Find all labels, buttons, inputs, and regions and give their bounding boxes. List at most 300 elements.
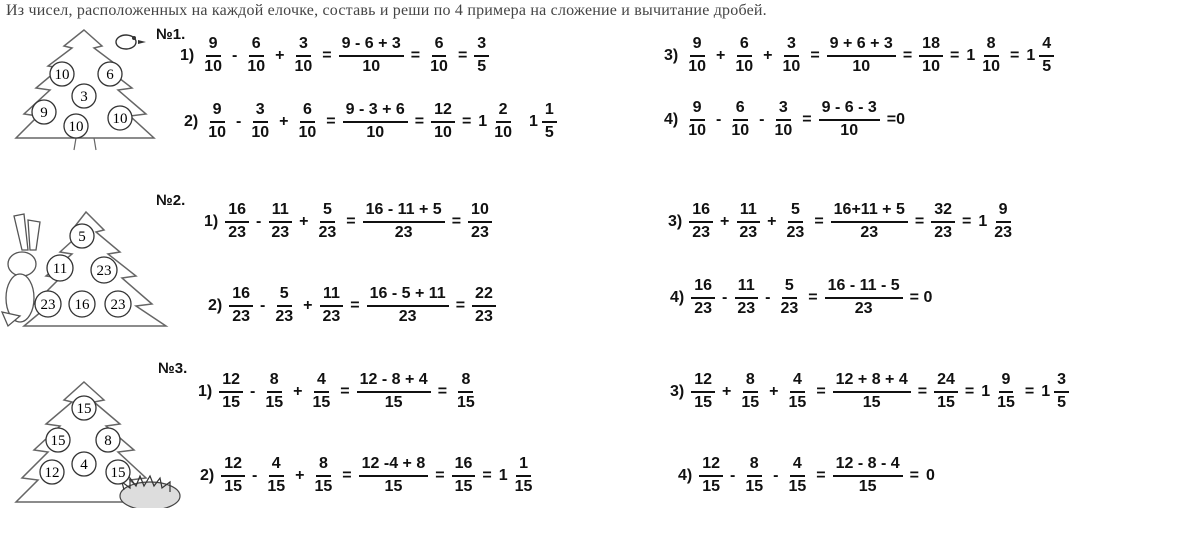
denominator: 23 xyxy=(394,223,413,241)
fraction xyxy=(468,202,492,242)
operator: + xyxy=(763,46,773,64)
numerator: 16 - 11 - 5 xyxy=(825,278,903,299)
fraction xyxy=(452,456,476,496)
denominator: 10 xyxy=(366,123,385,141)
fraction xyxy=(268,202,292,242)
tree-number: 15 xyxy=(110,465,126,481)
equation xyxy=(664,36,1061,76)
operator: = xyxy=(917,382,928,400)
fraction xyxy=(780,36,804,76)
numerator: 8 xyxy=(267,372,282,393)
denominator: 10 xyxy=(982,57,1001,75)
fraction xyxy=(833,372,911,412)
fraction xyxy=(343,102,408,142)
operator: = xyxy=(816,466,826,484)
denominator: 5 xyxy=(544,123,554,141)
tree-number: 10 xyxy=(68,119,84,135)
denominator: 10 xyxy=(774,121,793,139)
operator: - xyxy=(765,288,771,306)
denominator: 10 xyxy=(494,123,512,141)
fraction xyxy=(262,372,286,412)
tree-number: 6 xyxy=(106,67,114,83)
denominator: 10 xyxy=(251,123,270,141)
numerator: 8 xyxy=(458,372,473,393)
fraction xyxy=(472,286,496,326)
fraction xyxy=(296,102,320,142)
operator: - xyxy=(759,110,765,128)
denominator: 23 xyxy=(737,299,756,317)
denominator: 15 xyxy=(514,477,533,495)
fraction xyxy=(738,372,762,412)
fraction xyxy=(316,202,340,242)
equation-index: 3) xyxy=(664,46,679,64)
numerator: 12 xyxy=(699,456,723,477)
numerator: 12 xyxy=(221,456,245,477)
denominator: 23 xyxy=(471,223,489,241)
fraction xyxy=(742,456,766,496)
operator: + xyxy=(303,296,313,314)
numerator: 16 xyxy=(689,202,713,223)
operator: + xyxy=(279,112,289,130)
operator: = xyxy=(482,466,492,484)
fraction xyxy=(736,202,760,242)
fraction xyxy=(205,102,229,142)
numerator: 12 - 8 - 4 xyxy=(833,456,903,477)
denominator: 15 xyxy=(224,477,243,495)
fraction xyxy=(542,102,557,142)
denominator: 10 xyxy=(362,57,381,75)
numerator: 9 xyxy=(690,36,705,57)
operator: = xyxy=(435,466,445,484)
denominator: 15 xyxy=(741,393,760,411)
operator: = xyxy=(902,46,913,64)
denominator: 15 xyxy=(454,477,473,495)
whole-part: 1 xyxy=(978,212,988,230)
operator: = xyxy=(816,382,826,400)
fraction xyxy=(221,456,245,496)
denominator: 10 xyxy=(208,123,227,141)
fraction xyxy=(264,456,288,496)
numerator: 5 xyxy=(788,202,803,223)
numerator: 16 - 11 + 5 xyxy=(363,202,445,223)
denominator: 15 xyxy=(788,393,807,411)
denominator: 15 xyxy=(694,393,713,411)
tree-number: 9 xyxy=(40,105,48,121)
operator: = xyxy=(964,382,975,400)
fraction xyxy=(833,456,903,496)
denominator: 5 xyxy=(477,57,487,75)
fraction xyxy=(784,202,808,242)
operator: = xyxy=(808,288,818,306)
denominator: 15 xyxy=(384,393,403,411)
tree-number: 3 xyxy=(80,89,88,105)
operator: - xyxy=(730,466,736,484)
numerator: 12 + 8 + 4 xyxy=(833,372,911,393)
operator: = xyxy=(961,212,972,230)
numerator: 8 xyxy=(747,456,762,477)
operator: - xyxy=(722,288,728,306)
fraction xyxy=(831,202,908,242)
tree-illustration-1 xyxy=(14,26,160,152)
denominator: 15 xyxy=(457,393,475,411)
fraction xyxy=(777,278,801,318)
tree-number: 5 xyxy=(78,229,86,245)
whole-part: 1 xyxy=(966,46,976,64)
fraction xyxy=(919,36,943,76)
numerator: 18 xyxy=(919,36,943,57)
denominator: 23 xyxy=(271,223,290,241)
numerator: 5 xyxy=(782,278,797,299)
fraction xyxy=(691,372,715,412)
operator: + xyxy=(769,382,779,400)
tree-number: 11 xyxy=(52,261,68,277)
problem-label-2: №2. xyxy=(156,192,186,209)
bird-icon xyxy=(116,35,146,49)
operator: = xyxy=(410,46,421,64)
denominator: 23 xyxy=(994,223,1013,241)
numerator: 3 xyxy=(1054,372,1069,393)
operator: = xyxy=(457,46,468,64)
fraction xyxy=(491,102,515,142)
mixed-number xyxy=(1026,36,1054,76)
fraction xyxy=(225,202,249,242)
tree-number: 10 xyxy=(54,67,70,83)
fraction xyxy=(431,102,455,142)
operator: - xyxy=(252,466,258,484)
fraction xyxy=(339,36,404,76)
numerator: 4 xyxy=(1039,36,1054,57)
denominator: 23 xyxy=(786,223,805,241)
fraction xyxy=(991,202,1015,242)
equation xyxy=(180,36,496,76)
denominator: 15 xyxy=(858,477,877,495)
equation-index: 4) xyxy=(664,110,679,128)
equation-index: 2) xyxy=(208,296,223,314)
numerator: 12 xyxy=(219,372,243,393)
fraction xyxy=(201,36,225,76)
denominator: 15 xyxy=(862,393,881,411)
equation-index: 3) xyxy=(670,382,685,400)
fraction xyxy=(310,372,334,412)
denominator: 15 xyxy=(997,393,1015,411)
denominator: 15 xyxy=(788,477,807,495)
mixed-number xyxy=(966,36,1003,76)
numerator: 6 xyxy=(249,36,264,57)
numerator: 24 xyxy=(934,372,958,393)
fraction xyxy=(685,100,709,140)
denominator: 15 xyxy=(745,477,764,495)
tree-number: 23 xyxy=(110,297,126,313)
denominator: 15 xyxy=(265,393,284,411)
whole-part: 1 xyxy=(1041,382,1051,400)
operator: = xyxy=(914,212,925,230)
operator: = xyxy=(340,382,350,400)
fraction xyxy=(512,456,536,496)
denominator: 23 xyxy=(228,223,247,241)
numerator: 9 xyxy=(999,372,1014,393)
denominator: 10 xyxy=(840,121,859,139)
whole-part: 1 xyxy=(1026,46,1036,64)
operator: - xyxy=(236,112,242,130)
denominator: 23 xyxy=(692,223,711,241)
fraction xyxy=(1039,36,1054,76)
equation-index: 3) xyxy=(668,212,683,230)
denominator: 10 xyxy=(922,57,940,75)
mixed-number xyxy=(978,202,1015,242)
denominator: 15 xyxy=(702,477,721,495)
hedgehog-icon xyxy=(120,476,180,508)
denominator: 23 xyxy=(318,223,337,241)
operator: = xyxy=(326,112,336,130)
operator: - xyxy=(716,110,722,128)
denominator: 10 xyxy=(434,123,452,141)
numerator: 3 xyxy=(784,36,799,57)
fraction xyxy=(229,286,253,326)
numerator: 12 xyxy=(691,372,715,393)
operator: = xyxy=(802,110,812,128)
operator: + xyxy=(722,382,732,400)
problem-label-3: №3. xyxy=(158,360,188,377)
mixed-number xyxy=(981,372,1018,412)
denominator: 10 xyxy=(688,57,707,75)
numerator: 9 - 3 + 6 xyxy=(343,102,408,123)
fraction xyxy=(689,202,713,242)
numerator: 3 xyxy=(474,36,489,57)
numerator: 2 xyxy=(496,102,511,123)
mixed-number xyxy=(1041,372,1069,412)
numerator: 11 xyxy=(320,286,343,307)
fraction xyxy=(359,456,429,496)
operator: = xyxy=(437,382,448,400)
mixed-number xyxy=(499,456,536,496)
equation xyxy=(670,278,939,318)
denominator: 10 xyxy=(731,121,750,139)
denominator: 10 xyxy=(430,57,448,75)
denominator: 23 xyxy=(322,307,341,325)
operator: =0 xyxy=(886,110,906,128)
fraction xyxy=(272,286,296,326)
fraction xyxy=(454,372,478,412)
numerator: 8 xyxy=(743,372,758,393)
numerator: 16 xyxy=(691,278,715,299)
denominator: 15 xyxy=(267,477,286,495)
denominator: 23 xyxy=(739,223,758,241)
operator: - xyxy=(232,46,238,64)
denominator: 23 xyxy=(398,307,417,325)
numerator: 9 xyxy=(210,102,225,123)
fraction xyxy=(699,456,723,496)
denominator: 23 xyxy=(934,223,952,241)
mixed-number xyxy=(478,102,515,142)
operator: + xyxy=(716,46,726,64)
operator: - xyxy=(773,466,779,484)
denominator: 10 xyxy=(298,123,317,141)
fraction xyxy=(819,100,880,140)
operator: + xyxy=(295,466,305,484)
numerator: 11 xyxy=(737,202,760,223)
numerator: 9 xyxy=(690,100,705,121)
fraction xyxy=(320,286,344,326)
denominator: 15 xyxy=(384,477,403,495)
operator: 0 xyxy=(926,466,935,484)
tree-number: 8 xyxy=(104,433,112,449)
equation xyxy=(204,202,499,242)
numerator: 6 xyxy=(432,36,447,57)
operator: - xyxy=(250,382,256,400)
denominator: 10 xyxy=(294,57,313,75)
fraction xyxy=(979,36,1003,76)
numerator: 16 - 5 + 11 xyxy=(367,286,449,307)
equation xyxy=(200,456,542,496)
operator: = xyxy=(949,46,960,64)
fraction xyxy=(728,100,752,140)
equation-index: 1) xyxy=(204,212,219,230)
tree-number: 15 xyxy=(76,401,92,417)
numerator: 4 xyxy=(314,372,329,393)
tree-illustration-2 xyxy=(0,208,180,334)
operator: = xyxy=(810,46,820,64)
operator: = xyxy=(1024,382,1035,400)
numerator: 1 xyxy=(516,456,531,477)
whole-part: 1 xyxy=(498,466,508,484)
denominator: 15 xyxy=(312,393,331,411)
denominator: 23 xyxy=(780,299,799,317)
denominator: 5 xyxy=(1042,57,1052,75)
tree-illustration-3 xyxy=(14,378,184,508)
denominator: 10 xyxy=(204,57,223,75)
tree-number: 23 xyxy=(96,263,112,279)
operator: + xyxy=(767,212,777,230)
operator: = xyxy=(461,112,472,130)
numerator: 10 xyxy=(468,202,492,223)
numerator: 8 xyxy=(316,456,331,477)
denominator: 23 xyxy=(860,223,879,241)
numerator: 8 xyxy=(984,36,999,57)
numerator: 3 xyxy=(776,100,791,121)
equation-index: 1) xyxy=(198,382,213,400)
operator: - xyxy=(256,212,262,230)
fraction xyxy=(934,372,958,412)
numerator: 12 - 8 + 4 xyxy=(357,372,431,393)
numerator: 4 xyxy=(790,456,805,477)
denominator: 10 xyxy=(782,57,801,75)
operator: = xyxy=(1010,46,1020,64)
whole-part: 1 xyxy=(528,112,538,130)
operator: + xyxy=(299,212,309,230)
numerator: 9 - 6 - 3 xyxy=(819,100,880,121)
fraction xyxy=(219,372,243,412)
fraction xyxy=(931,202,955,242)
numerator: 4 xyxy=(269,456,284,477)
fraction xyxy=(732,36,756,76)
fraction xyxy=(367,286,449,326)
equation-index: 2) xyxy=(200,466,215,484)
numerator: 6 xyxy=(300,102,315,123)
numerator: 9 + 6 + 3 xyxy=(827,36,896,57)
whole-part: 1 xyxy=(981,382,991,400)
denominator: 23 xyxy=(854,299,873,317)
fraction xyxy=(248,102,272,142)
equation xyxy=(664,100,912,140)
denominator: 10 xyxy=(688,121,707,139)
equation-index: 4) xyxy=(678,466,693,484)
fraction xyxy=(312,456,336,496)
tree-number: 12 xyxy=(44,465,60,481)
numerator: 5 xyxy=(277,286,292,307)
numerator: 6 xyxy=(737,36,752,57)
numerator: 9 xyxy=(206,36,221,57)
equation xyxy=(670,372,1076,412)
numerator: 3 xyxy=(253,102,268,123)
numerator: 22 xyxy=(472,286,496,307)
numerator: 16 xyxy=(229,286,253,307)
operator: = xyxy=(451,212,462,230)
numerator: 1 xyxy=(542,102,557,123)
fraction xyxy=(827,36,896,76)
equation-index: 4) xyxy=(670,288,685,306)
denominator: 23 xyxy=(232,307,251,325)
denominator: 23 xyxy=(275,307,294,325)
operator: = xyxy=(346,212,356,230)
operator: = xyxy=(350,296,360,314)
fraction xyxy=(1054,372,1069,412)
numerator: 16 xyxy=(225,202,249,223)
operator: = xyxy=(814,212,824,230)
denominator: 23 xyxy=(694,299,713,317)
fraction xyxy=(357,372,431,412)
operator: = xyxy=(414,112,425,130)
operator: = xyxy=(455,296,466,314)
fraction xyxy=(244,36,268,76)
denominator: 23 xyxy=(475,307,493,325)
tree-number: 4 xyxy=(80,457,88,473)
whole-part: 1 xyxy=(478,112,488,130)
fraction xyxy=(691,278,715,318)
operator: = 0 xyxy=(909,288,933,306)
numerator: 12 xyxy=(431,102,455,123)
denominator: 10 xyxy=(735,57,754,75)
numerator: 9 - 6 + 3 xyxy=(339,36,404,57)
fraction xyxy=(786,372,810,412)
fraction xyxy=(292,36,316,76)
task-instruction: Из чисел, расположенных на каждой елочке, составь и реши по 4 примера на сложение и вычитание дробей. xyxy=(6,2,767,19)
equation-index: 1) xyxy=(180,46,195,64)
rabbit-icon xyxy=(2,214,40,326)
fraction xyxy=(771,100,795,140)
fraction xyxy=(994,372,1018,412)
fraction xyxy=(427,36,451,76)
fraction xyxy=(363,202,445,242)
numerator: 11 xyxy=(735,278,758,299)
tree-number: 10 xyxy=(112,111,128,127)
denominator: 15 xyxy=(222,393,241,411)
operator: + xyxy=(720,212,730,230)
fraction xyxy=(825,278,903,318)
tree-number: 16 xyxy=(74,297,90,313)
equation xyxy=(668,202,1022,242)
operator: = xyxy=(322,46,332,64)
equation-index: 2) xyxy=(184,112,199,130)
problem-label-1: №1. xyxy=(156,26,186,43)
operator: = xyxy=(909,466,919,484)
equation xyxy=(184,102,564,142)
fraction xyxy=(785,456,809,496)
equation xyxy=(208,286,503,326)
numerator: 6 xyxy=(733,100,748,121)
fraction xyxy=(474,36,489,76)
mixed-number xyxy=(529,102,557,142)
denominator: 15 xyxy=(937,393,955,411)
